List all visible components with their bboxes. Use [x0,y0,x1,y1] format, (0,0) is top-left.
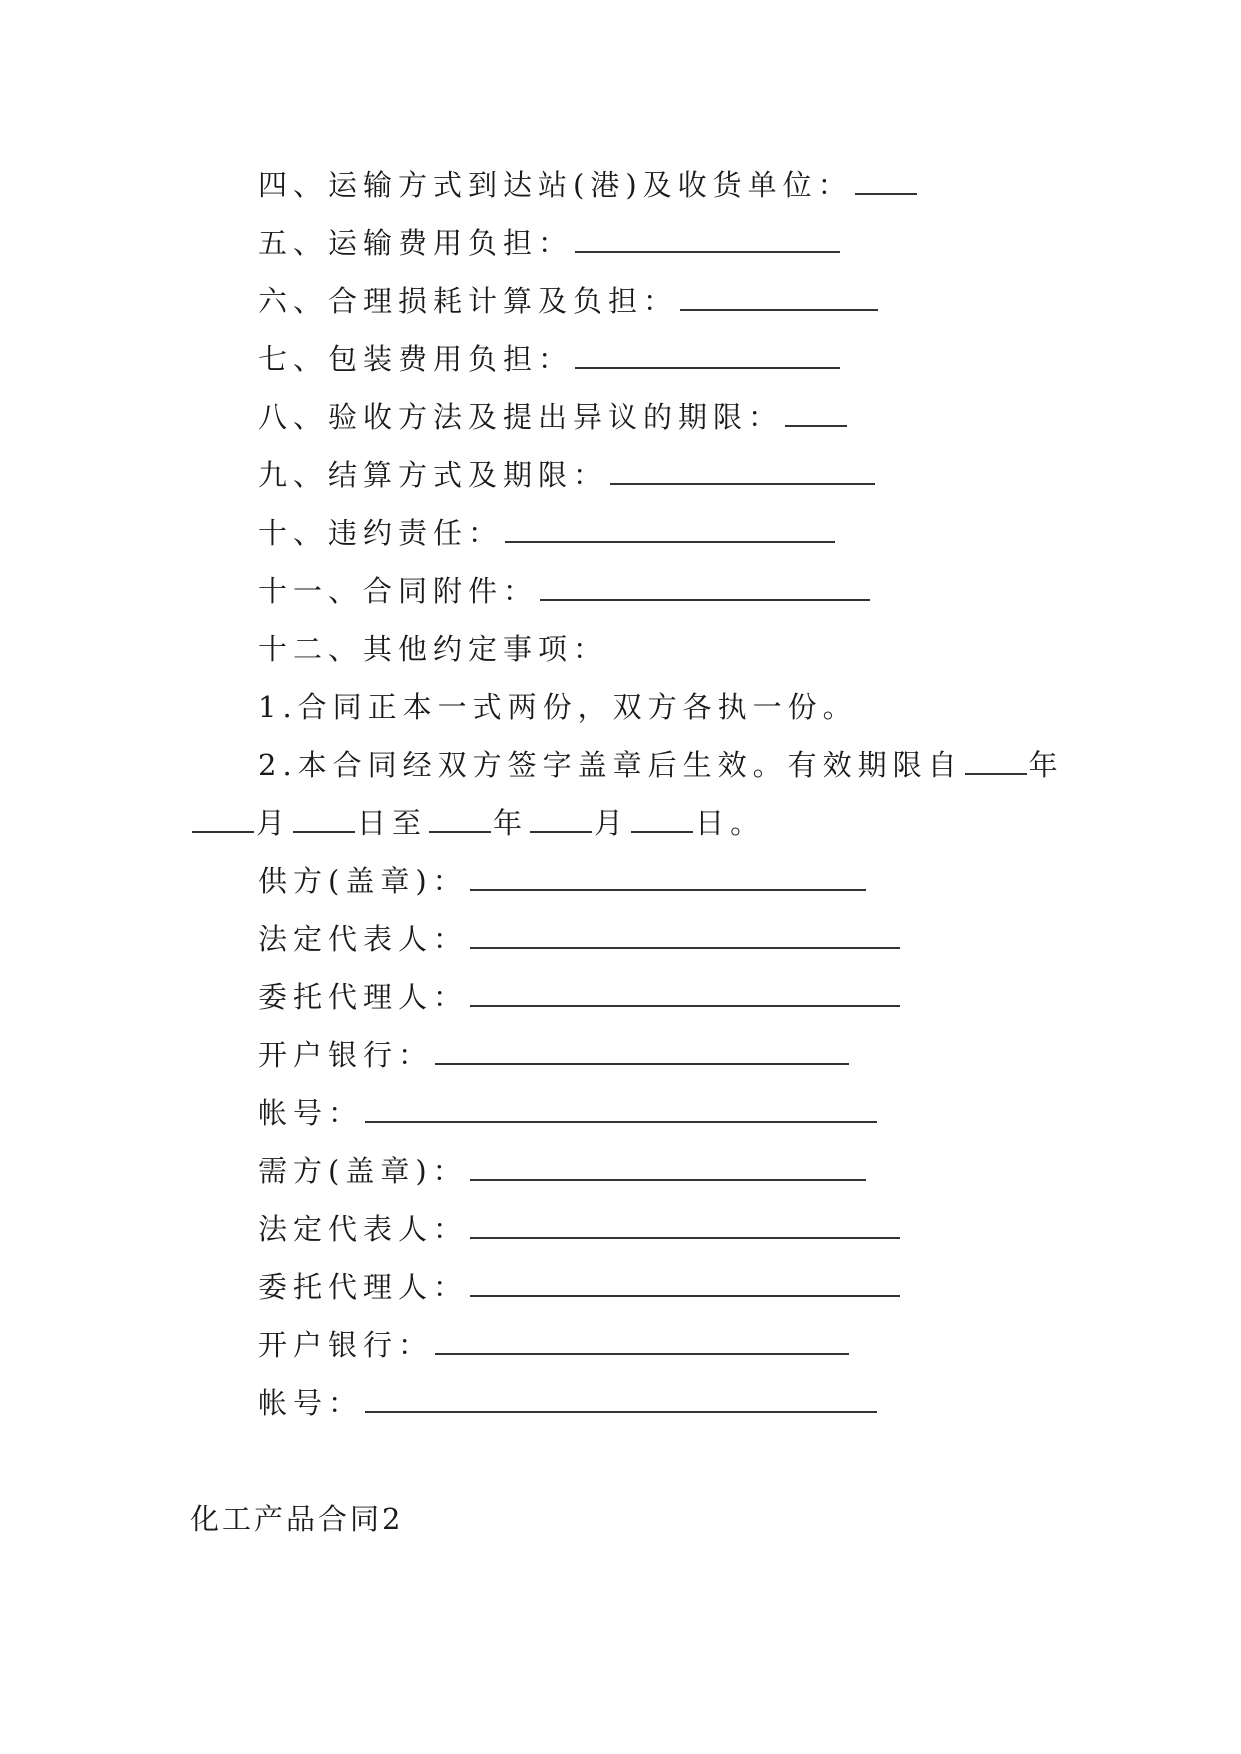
term-transport-cost [258,223,842,263]
fill-blank [575,225,840,253]
term-label: 八、验收方法及提出异议的期限： [258,400,784,434]
buyer-bank [258,1325,851,1365]
fill-blank [470,863,866,891]
field-label: 法定代表人： [258,922,469,956]
fill-blank [470,979,900,1007]
fill-blank [365,1095,877,1123]
term-label: 十、违约责任： [258,516,504,550]
term-other [258,629,608,669]
fill-blank [435,1327,849,1355]
buyer-seal [258,1151,868,1191]
term-inspection [258,397,849,437]
field-label: 开户银行： [258,1038,434,1072]
fill-blank [785,399,847,427]
day-end-text: 日。 [695,806,766,840]
fill-blank [680,283,878,311]
year-blank [429,805,491,833]
term-loss [258,281,880,321]
field-label: 供方(盖章)： [258,864,468,898]
term-packaging-cost [258,339,842,379]
term-label: 六、合理损耗计算及负担： [258,284,679,318]
fill-blank [610,457,875,485]
fill-blank [470,921,900,949]
clause-2 [258,745,1064,785]
day-blank [631,805,693,833]
year-text: 年 [493,806,529,840]
fill-blank [365,1385,877,1413]
clause-text: 1.合同正本一式两份，双方各执一份。 [258,690,858,724]
month-text: 月 [594,806,630,840]
month-text: 月 [256,806,292,840]
field-label: 法定代表人： [258,1212,469,1246]
day-blank [293,805,355,833]
term-settlement [258,455,877,495]
field-label: 帐号： [258,1096,364,1130]
clause-text: 2.本合同经双方签字盖章后生效。有效期限自 [258,748,963,782]
field-label: 委托代理人： [258,980,469,1014]
supplier-bank [258,1035,851,1075]
term-label: 十一、合同附件： [258,574,539,608]
buyer-account [258,1383,879,1423]
clause-2-dates [190,803,765,843]
fill-blank [470,1269,900,1297]
fill-blank [855,167,917,195]
term-label: 五、运输费用负担： [258,226,574,260]
buyer-agent [258,1267,902,1307]
buyer-legal-rep [258,1209,902,1249]
field-label: 开户银行： [258,1328,434,1362]
supplier-agent [258,977,902,1017]
term-liability [258,513,837,553]
term-transport [258,165,919,205]
field-label: 帐号： [258,1386,364,1420]
month-blank [530,805,592,833]
year-text: 年 [1028,748,1064,782]
fill-blank [540,573,870,601]
next-contract-heading: 化工产品合同2 [190,1502,404,1536]
term-label: 十二、其他约定事项： [258,632,609,666]
supplier-account [258,1093,879,1133]
clause-1 [258,687,858,727]
supplier-seal [258,861,868,901]
field-label: 委托代理人： [258,1270,469,1304]
month-blank [192,805,254,833]
fill-blank [505,515,835,543]
supplier-legal-rep [258,919,902,959]
term-attachments [258,571,872,611]
fill-blank [470,1211,900,1239]
day-to-text: 日至 [357,806,428,840]
term-label: 九、结算方式及期限： [258,458,609,492]
field-label: 需方(盖章)： [258,1154,468,1188]
term-label: 四、运输方式到达站(港)及收货单位： [258,168,853,202]
year-blank [965,747,1027,775]
fill-blank [435,1037,849,1065]
term-label: 七、包装费用负担： [258,342,574,376]
fill-blank [470,1153,866,1181]
fill-blank [575,341,840,369]
